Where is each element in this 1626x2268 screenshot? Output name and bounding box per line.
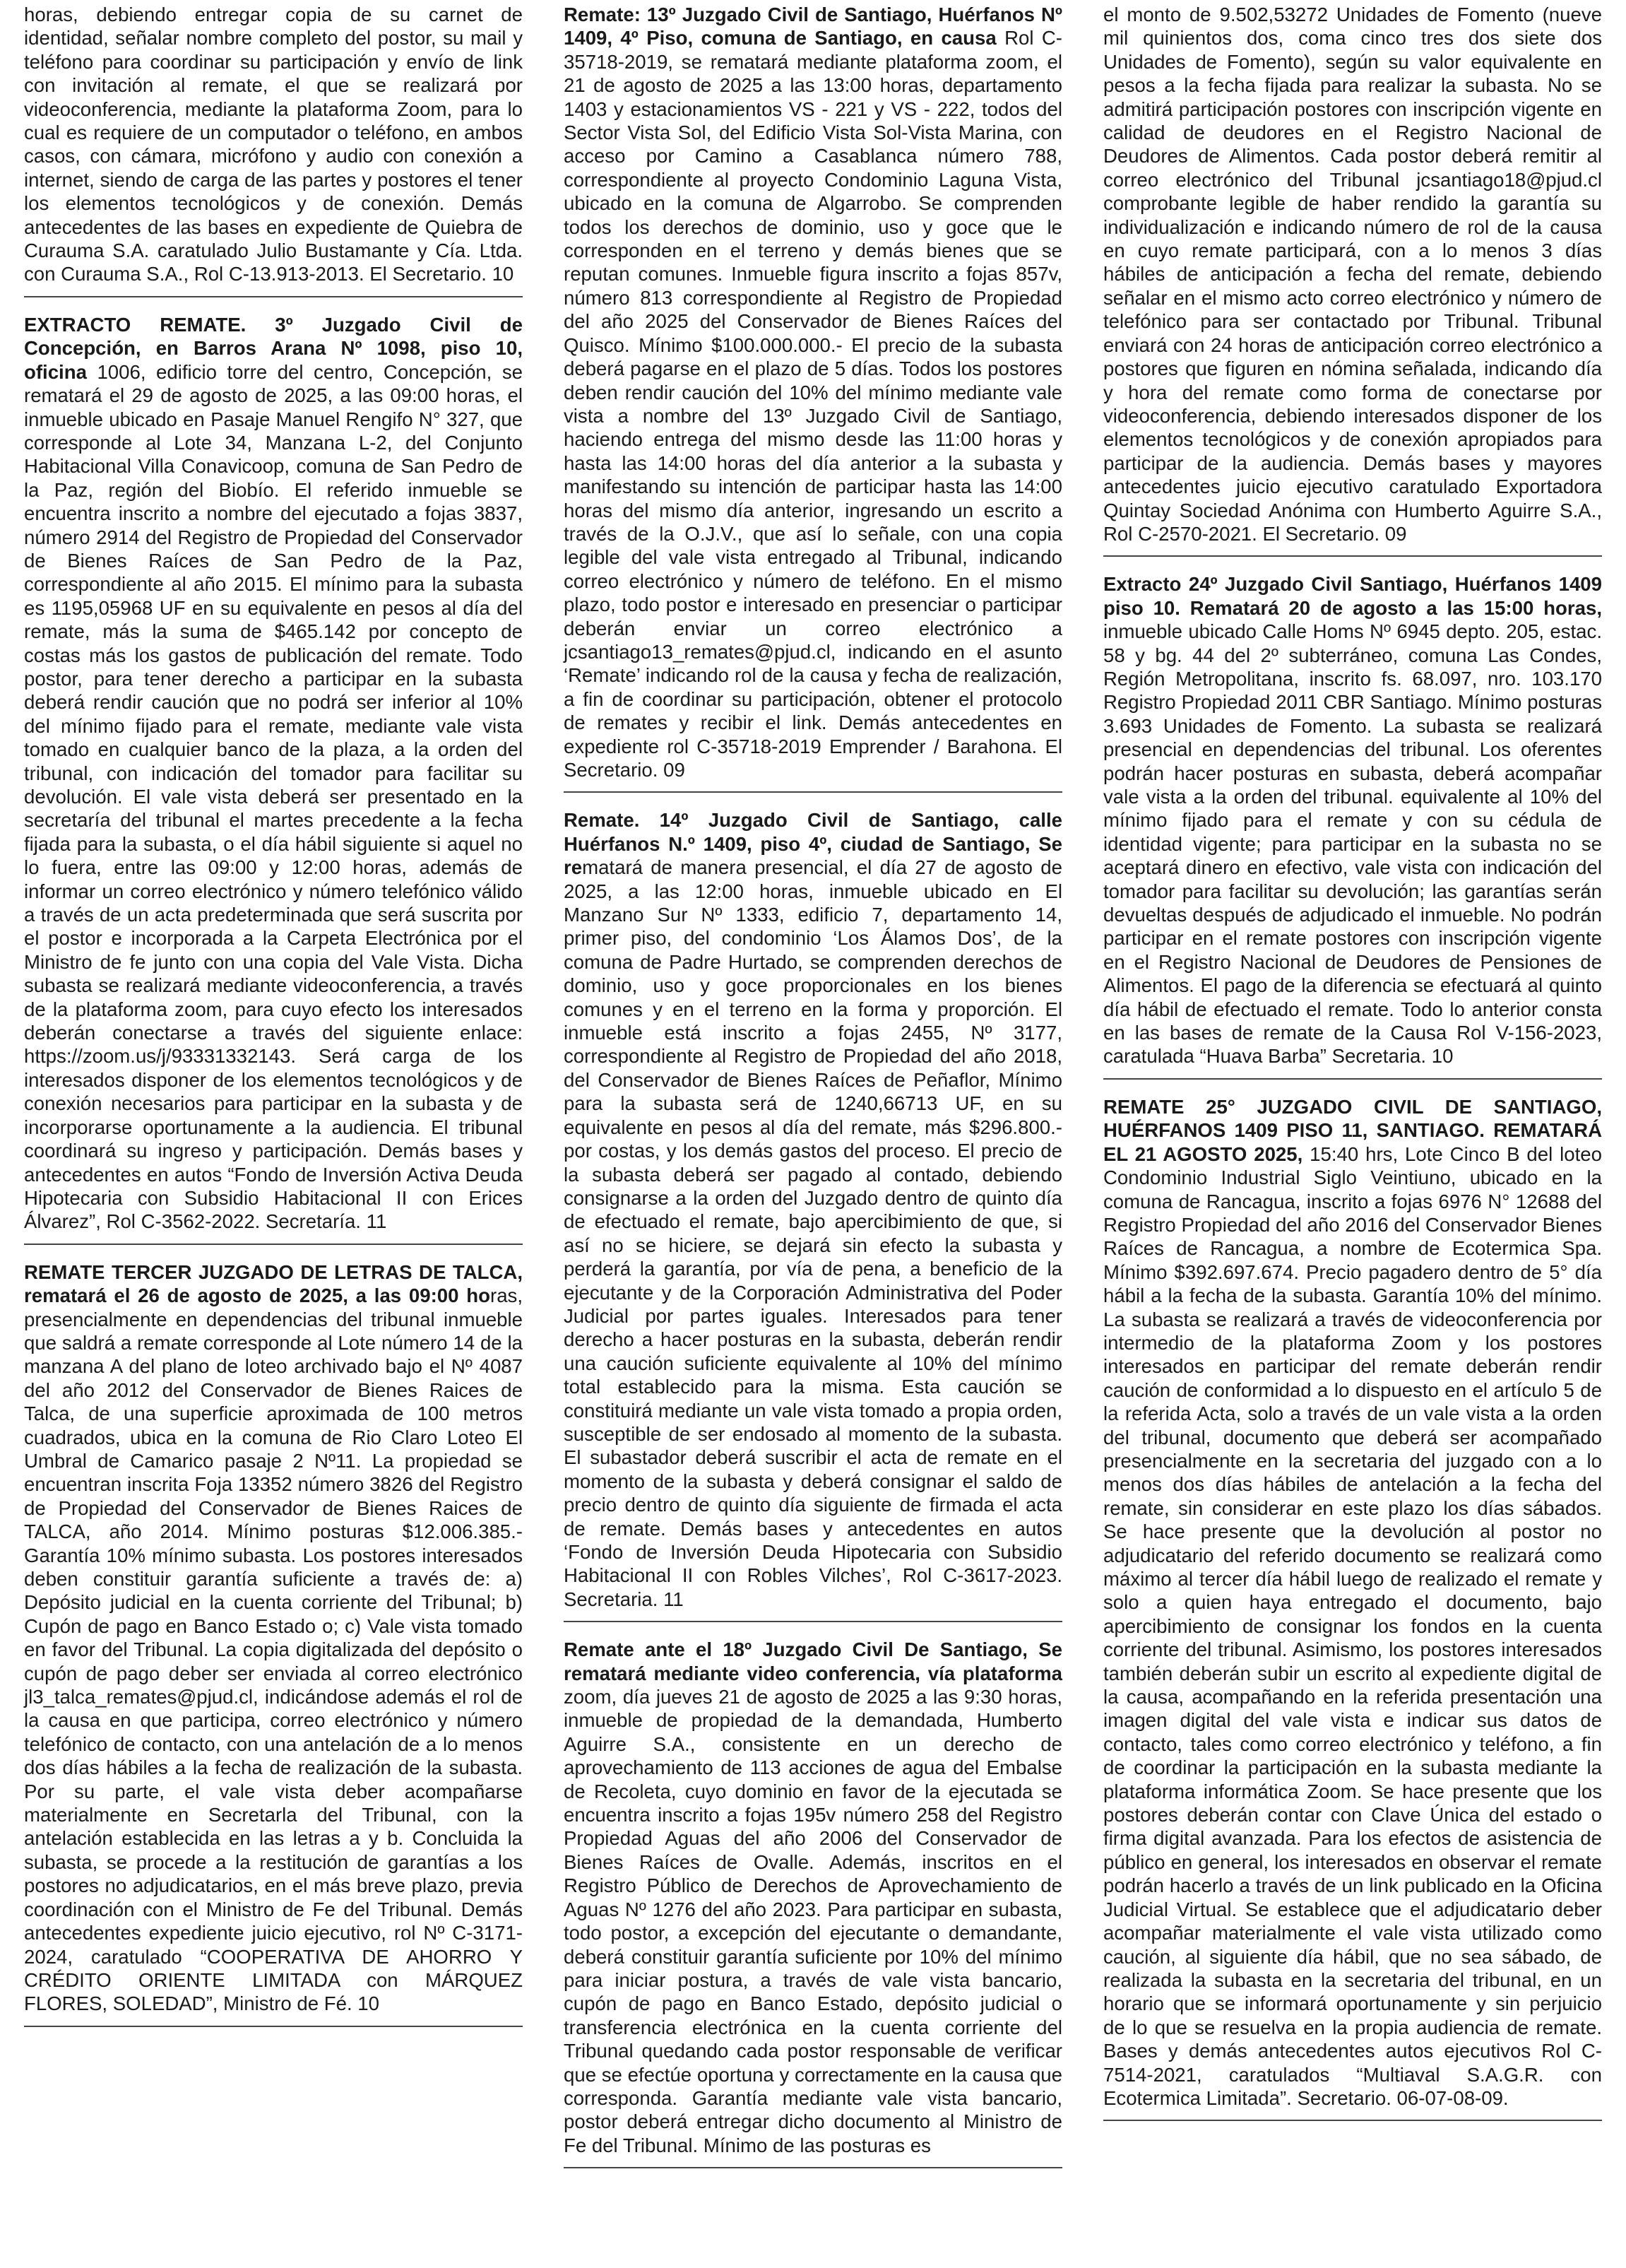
notice-body: zoom, día jueves 21 de agosto de 2025 a las 9:30 horas, inmueble de propiedad de la demandada, Humberto Aguirre S.A., consistente en un derecho de aprovechamiento de 113 acciones de agua del Embalse de Recoleta, cuyo dominio en favor de la ejecutada se encuentra inscrito a fojas 195v número 258 del Registro Propiedad Aguas del año 2006 del Conservador de Bienes Raíces de Ovalle. Además, inscritos en el Registro Público de Derechos de Aprovechamiento de Aguas Nº 1276 del año 2023. Para participar en subasta, todo postor, a excepción del ejecutante o demandante, deberá constituir garantía suficiente por 10% del mínimo para iniciar postura, a través de vale vista bancario, cupón de pago en Banco Estado, depósito judicial o transferencia electrónica en la cuenta corriente del Tribunal quedando cada postor responsable de verificar que se efectúe oportuna y correctamente en la causa que corresponda. Garantía mediante vale vista bancario, postor deberá entregar dicho documento al Ministro de Fe del Tribunal. Mínimo de las posturas es [564,1662,1068,2156]
notice-heading: Extracto 24º Juzgado Civil Santiago, Huérfanos 1409 piso 10. Rematará 20 de agosto a las 15:00 horas, [1103,573,1602,619]
notice-body: horas, debiendo entregar copia de su carnet de identidad, señalar nombre completo del postor, su mail y teléfono para coordinar su participación y envío de link con invitación al remate, el que se realizará por videoconferencia, mediante la plataforma Zoom, para lo cual es requiere de un computador o teléfono, en ambos casos, con cámara, micrófono y audio con conexión a internet, siendo de carga de las partes y postores el tener los elementos tecnológicos y de conexión. Demás antecedentes de las bases en expediente de Quiebra de Curauma S.A. caratulado Julio Bustamante y Cía. Ltda. con Curauma S.A., Rol C-13.913-2013. El Secretario. 10 [24,4,528,285]
notice-body: 1006, edificio torre del centro, Concepción, se rematará el 29 de agosto de 2025, a las 09:00 horas, el inmueble ubicado en Pasaje Manuel Rengifo N° 327, que corresponde al Lote 34, Manzana L-2, del Conjunto Habitacional Villa Conavicoop, comuna de San Pedro de la Paz, región del Biobío. El referido inmueble se encuentra inscrito a nombre del ejecutado a fojas 3837, número 2914 del Registro de Propiedad del Conservador de Bienes Raíces de San Pedro de la Paz, correspondiente al año 2015. El mínimo para la subasta es 1195,05968 UF en su equivalente en pesos al día del remate, más la suma de $465.142 por concepto de costas más los gastos de publicación del remate. Todo postor, para tener derecho a participar en la subasta deberá rendir caución que no podrá ser inferior al 10% del mínimo fijado para el remate, mediante vale vista tomado en cualquier banco de la plaza, a la orden del tribunal, con indicación del tomador para facilitar su devolución. El vale vista deberá ser presentado en la secretaría del tribunal el martes precedente a la fecha fijada para la subasta, o el día hábil siguiente si aquel no lo fuera, entre las 09:00 y 12:00 horas, además de informar un correo electrónico y número telefónico válido a través de un acta predeterminada que será suscrita por el postor e incorporada a la Carpeta Electrónica por el Ministro de fe junto con una copia del Vale Vista. Dicha subasta se realizará mediante videoconferencia, a través de la plataforma zoom, para cuyo efecto los interesados deberán conectarse a través del siguiente enlace: https://zoom.us/j/93331332143. Será carga de los interesados disponer de los elementos tecnológicos y de conexión necesarios para participar en la subasta y de incorporarse oportunamente a la audiencia. El tribunal coordinará su ingreso y participación. Demás bases y antecedentes en autos “Fondo de Inversión Activa Deuda Hipotecaria con Subsidio Habitacional II con Erices Álvarez”, Rol C-3562-2022. Secretaría. 11 [24,360,528,1233]
notice [24,3,528,297]
notice [1103,3,1608,557]
notice [564,1638,1068,2168]
notice [24,313,528,1245]
notice-body: 15:40 hrs, Lote Cinco B del loteo Condominio Industrial Siglo Veintiuno, ubicado en la comuna de Rancagua, inscrito a fojas 6976 N° 12688 del Registro Propiedad del año 2016 del Conservador Bienes Raíces de Rancagua, a nombre de Ecotermica Spa. Mínimo $392.697.674. Precio pagadero dentro de 5° día hábil a la fecha de la subasta. Garantía 10% del mínimo. La subasta se realizará a través de videoconferencia por intermedio de la plataforma Zoom y los postores interesados en participar del remate deberán rendir caución de conformidad a lo dispuesto en el artículo 5 de la referida Acta, solo a través de un vale vista a la orden del tribunal, documento que deberá ser acompañado presencialmente en la secretaria del juzgado con a lo menos dos días hábiles de antelación a la fecha del remate, sin considerar en este plazo los días sábados. Se hace presente que la devolución al postor no adjudicatario del referido documento se realizará como máximo al tercer día hábil luego de realizado el remate y solo a quien haya entregado el documento, bajo apercibimiento de consignar los fondos en la cuenta corriente del tribunal. Asimismo, los postores interesados también deberán subir un escrito al expediente digital de la causa, acompañando en la referida presentación una imagen digital del vale vista e indicar sus datos de contacto, tales como correo electrónico y teléfono, a fin de coordinar la participación en la subasta mediante la plataforma informática Zoom. Se hace presente que los postores deberán contar con Clave Única del estado o firma digital avanzada. Para los efectos de asistencia de público en general, los interesados en observar el remate podrán hacerlo a través de un link publicado en la Oficina Judicial Virtual. Se establece que el adjudicatario deber acompañar materialmente el vale vista utilizado como caución, al siguiente día hábil, que no sea sábado, de realizada la subasta en la secretaria del tribunal, en un horario que se informará oportunamente y sin perjuicio de lo que se resuelva en la propia audiencia de remate. Bases y demás antecedentes autos ejecutivos Rol C-7514-2021, caratulados “Multiaval S.A.G.R. con Ecotermica Limitada”. Secretario. 06-07-08-09. [1103,1142,1608,2109]
notice [24,1260,528,2027]
notice-body: matará de manera presencial, el día 27 de agosto de 2025, a las 12:00 horas, inmueble ubicado en El Manzano Sur Nº 1333, edificio 7, departamento 14, primer piso, del condominio ‘Los Álamos Dos’, de la comuna de Padre Hurtado, se comprenden derechos de dominio, uso y goce proporcionales en los bienes comunes y en el terreno en la forma y proporción. El inmueble está inscrito a fojas 2455, Nº 3177, correspondiente al Registro de Propiedad del año 2018, del Conservador de Bienes Raíces de Peñaflor, Mínimo para la subasta será de 1240,66713 UF, en su equivalente en pesos al día del remate, más $296.800.- por costas, y los demás gastos del proceso. El precio de la subasta deberá ser pagado al contado, debiendo consignarse a la orden del Juzgado dentro de quinto día de efectuado el remate, bajo apercibimiento de que, si así no se hiciere, se dejará sin efecto la subasta y perderá la garantía, por vía de pena, a beneficio de la ejecutante y de la Corporación Administrativa del Poder Judicial por partes iguales. Interesados para tener derecho a hacer posturas en la subasta, deberán rendir una caución suficiente equivalente al 10% del mínimo total establecido para la misma. Esta caución se constituirá mediante un vale vista tomado a propia orden, susceptible de ser endosado al momento de la subasta. El subastador deberá suscribir el acta de remate en el momento de la subasta y deberá consignar el saldo de precio dentro de quinto día siguiente de firmada el acta de remate. Demás bases y antecedentes en autos ‘Fondo de Inversión Deuda Hipotecaria con Subsidio Habitacional II con Robles Vilches’, Rol C-3617-2023. Secretaria. 11 [564,856,1068,1610]
notice-heading: Remate ante el 18º Juzgado Civil De Santiago, Se rematará mediante video conferencia, vía plataforma [564,1638,1062,1684]
column-2 [564,3,1068,2268]
notice [1103,572,1608,1080]
notice-heading: Remate. 14º Juzgado Civil de Santiago, calle Huérfanos N.º 1409, piso 4º, ciudad de Santiago, Se re [564,809,1062,879]
column-1 [24,3,528,2268]
notice [564,808,1068,1622]
notice-body: el monto de 9.502,53272 Unidades de Fomento (nueve mil quinientos dos, coma cinco tres dos siete dos Unidades de Fomento), según su valor equivalente en pesos a la fecha fijada para realizar la subasta. No se admitirá participación postores con inscripción vigente en calidad de deudores en el Registro Nacional de Deudores de Alimentos. Cada postor deberá remitir al correo electrónico del Tribunal jcsantiago18@pjud.cl comprobante legible de haber rendido la garantía su individualización e indicando número de rol de la causa en cuyo remate participará, con a lo menos 3 días hábiles de anticipación a fecha del remate, debiendo señalar en el mismo acto correo electrónico y número de telefónico para ser contactado por Tribunal. Tribunal enviará con 24 horas de anticipación correo electrónico a postores que figuren en nómina señalada, indicando día y hora del remate como forma de conectarse por videoconferencia, debiendo interesados disponer de los elementos tecnológicos y de conexión apropiados para participar de la audiencia. Demás bases y mayores antecedentes juicio ejecutivo caratulado Exportadora Quintay Sociedad Anónima con Humberto Aguirre S.A., Rol C-2570-2021. El Secretario. 09 [1103,4,1608,545]
notice-body: ras, presencialmente en dependencias del tribunal inmueble que saldrá a remate corresponde al Lote número 14 de la manzana A del plano de loteo archivado bajo el Nº 4087 del año 2012 del Conservador de Bienes Raices de Talca, de una superficie aproximada de 100 metros cuadrados, ubica en la comuna de Rio Claro Loteo El Umbral de Camarico pasaje 2 Nº11. La propiedad se encuentran inscrita Foja 13352 número 3826 del Registro de Propiedad del Conservador de Bienes Raices de TALCA, año 2014. Mínimo posturas $12.006.385.- Garantía 10% mínimo subasta. Los postores interesados deben constituir garantía suficiente a través de: a) Depósito judicial en la cuenta corriente del Tribunal; b) Cupón de pago en Banco Estado o; c) Vale vista tomado en favor del Tribunal. La copia digitalizada del depósito o cupón de pago deber ser enviada al correo electrónico jl3_talca_remates@pjud.cl, indicándose además el rol de la causa en que participa, correo electrónico y número telefónico de contacto, con una antelación de a lo menos dos días hábiles a la fecha de realización de la subasta. Por su parte, el vale vista deber acompañarse materialmente en Secretarla del Tribunal, con la antelación establecida en las letras a y b. Concluida la subasta, se procede a la restitución de garantías a los postores no adjudicatarios, en el más breve plazo, previa coordinación con el Ministro de Fe del Tribunal. Demás antecedentes expediente juicio ejecutivo, rol Nº C-3171-2024, caratulado “COOPERATIVA DE AHORRO Y CRÉDITO ORIENTE LIMITADA con MÁRQUEZ FLORES, SOLEDAD”, Ministro de Fé. 10 [24,1284,528,2015]
notice-body: Rol C-35718-2019, se rematará mediante plataforma zoom, el 21 de agosto de 2025 a las 13:00 horas, departamento 1403 y estacionamientos VS - 221 y VS - 222, todos del Sector Vista Sol, del Edificio Vista Sol-Vista Marina, con acceso por Camino a Casablanca número 788, correspondiente al proyecto Condominio Laguna Vista, ubicado en la comuna de Algarrobo. Se comprenden todos los derechos de dominio, uso y goce que le corresponden en el terreno y demás bienes que se reputan comunes. Inmueble figura inscrito a fojas 857v, número 813 correspondiente al Registro de Propiedad del año 2025 del Conservador de Bienes Raíces del Quisco. Mínimo $100.000.000.- El precio de la subasta deberá pagarse en el plazo de 5 días. Todos los postores deben rendir caución del 10% del mínimo mediante vale vista a nombre del 13º Juzgado Civil de Santiago, haciendo entrega del mismo desde las 11:00 horas y hasta las 14:00 horas del día anterior a la subasta y manifestando su intención de participar hasta las 14:00 horas del mismo día anterior, ingresando un escrito a través de la O.J.V., que así lo señale, con una copia legible del vale vista entregado al Tribunal, indicando correo electrónico y número de teléfono. En el mismo plazo, todo postor e interesado en presenciar o participar deberán enviar un correo electrónico a jcsantiago13_remates@pjud.cl, indicando en el asunto ‘Remate’ indicando rol de la causa y fecha de realización, a fin de coordinar su participación, obtener el protocolo de remates y recibir el link. Demás antecedentes en expediente rol C-35718-2019 Emprender / Barahona. El Secretario. 09 [564,27,1068,781]
column-3 [1103,3,1608,2268]
notice-heading: REMATE 25° JUZGADO CIVIL DE SANTIAGO, HUÉRFANOS 1409 PISO 11, SANTIAGO. REMATARÁ EL 21 AGOSTO 2025, [1103,1095,1602,1165]
notice-heading: EXTRACTO REMATE. 3º Juzgado Civil de Concepción, en Barros Arana Nº 1098, piso 10, oficina [24,313,523,383]
notice-body: inmueble ubicado Calle Homs Nº 6945 depto. 205, estac. 58 y bg. 44 del 2º subterráneo, comuna Las Condes, Región Metropolitana, inscrito fs. 68.097, nro. 103.170 Registro Propiedad 2011 CBR Santiago. Mínimo posturas 3.693 Unidades de Fomento. La subasta se realizará presencial en dependencias del tribunal. Los oferentes podrán hacer posturas en subasta, deberá acompañar vale vista a la orden del tribunal. equivalente al 10% del mínimo fijado para el remate y con su cédula de identidad vigente; para participar en la subasta no se aceptará dinero en efectivo, vale vista con indicación del tomador para facilitar su devolución; las garantías serán devueltas después de adjudicado el inmueble. No podrán participar en el remate postores con inscripción vigente en el Registro Nacional de Deudores de Pensiones de Alimentos. El pago de la diferencia se efectuará al quinto día hábil de efectuado el remate. Todo lo anterior consta en las bases de remate de la Causa Rol V-156-2023, caratulada “Huava Barba” Secretaria. 10 [1103,596,1608,1068]
notice [1103,1095,1608,2121]
notice-heading: REMATE TERCER JUZGADO DE LETRAS DE TALCA, rematará el 26 de agosto de 2025, a las 09:00 ho [24,1260,523,1307]
notice [564,3,1068,793]
notice-heading: Remate: 13º Juzgado Civil de Santiago, Huérfanos Nº 1409, 4º Piso, comuna de Santiago, en causa [564,4,1062,49]
